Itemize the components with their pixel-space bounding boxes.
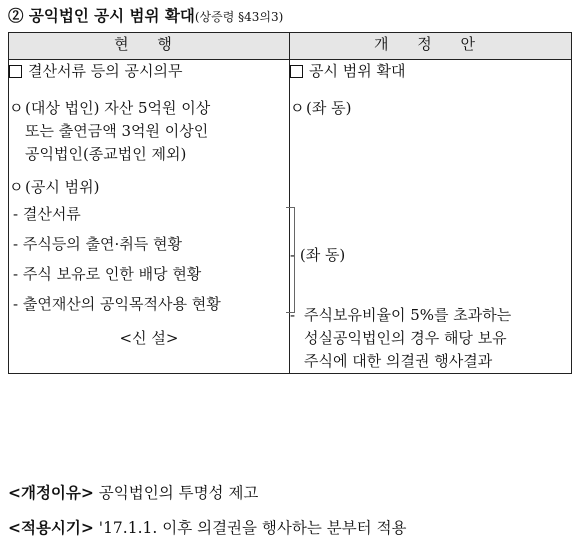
list-item: - 결산서류 xyxy=(13,205,81,223)
current-target-line-2: 또는 출연금액 3억원 이상인 xyxy=(25,122,209,140)
list-item: - 주식 보유로 인한 배당 현황 xyxy=(13,265,202,283)
reason-label: <개정이유> xyxy=(8,483,94,502)
circle-bullet-icon: ㅇ xyxy=(290,99,305,117)
current-column xyxy=(9,60,290,374)
section-title-text: ② 공익법인 공시 범위 확대 xyxy=(8,6,195,25)
proposed-new-line-2: 성실공익법인의 경우 해당 보유 xyxy=(304,329,507,347)
current-section-heading xyxy=(9,60,289,83)
bracket-icon xyxy=(286,207,295,313)
proposed-new-line-3: 주식에 대한 의결권 행사결과 xyxy=(304,352,493,370)
proposed-new-line-1: 주식보유비율이 5%를 초과하는 xyxy=(304,306,512,324)
circle-bullet-icon: ㅇ xyxy=(9,99,24,117)
effective-date-note xyxy=(8,516,407,538)
effective-date-label: <적용시기> xyxy=(8,518,94,537)
list-item: - 주식등의 출연·취득 현황 xyxy=(13,235,183,253)
table-body-row xyxy=(9,60,572,374)
list-item: - 출연재산의 공익목적사용 현황 xyxy=(13,295,221,313)
reason-text: 공익법인의 투명성 제고 xyxy=(93,484,259,502)
checkbox-square-icon xyxy=(9,65,22,78)
circle-bullet-icon: ㅇ xyxy=(9,178,24,196)
current-target-item xyxy=(9,97,289,166)
current-scope-label: (공시 범위) xyxy=(25,178,100,196)
proposed-target-text: (좌 동) xyxy=(306,99,352,117)
new-provision-marker: <신 설> xyxy=(119,329,179,347)
current-scope-item xyxy=(9,176,289,199)
section-title xyxy=(8,4,283,26)
proposed-section-title: 공시 범위 확대 xyxy=(309,62,406,80)
effective-date-text: '17.1.1. 이후 의결권을 행사하는 분부터 적용 xyxy=(93,519,407,537)
proposed-target-item xyxy=(290,97,571,120)
table-header-row xyxy=(9,33,572,60)
header-proposed: 개 정 안 xyxy=(290,33,572,60)
proposed-scope-same: - (좌 동) xyxy=(290,246,346,264)
proposed-new-item xyxy=(290,304,571,373)
proposed-section-heading xyxy=(290,60,571,83)
current-target-line-3: 공익법인(종교법인 제외) xyxy=(25,145,187,163)
reason-note xyxy=(8,481,258,503)
proposed-column xyxy=(290,60,572,374)
statute-reference: (상증령 §43의3) xyxy=(194,10,284,24)
dash-bullet: - xyxy=(290,306,296,324)
current-section-title: 결산서류 등의 공시의무 xyxy=(28,62,183,80)
checkbox-square-icon xyxy=(290,65,303,78)
current-scope-list xyxy=(9,199,289,319)
current-target-line-1: (대상 법인) 자산 5억원 이상 xyxy=(25,99,211,117)
header-current: 현 행 xyxy=(9,33,290,60)
comparison-table xyxy=(8,32,572,374)
